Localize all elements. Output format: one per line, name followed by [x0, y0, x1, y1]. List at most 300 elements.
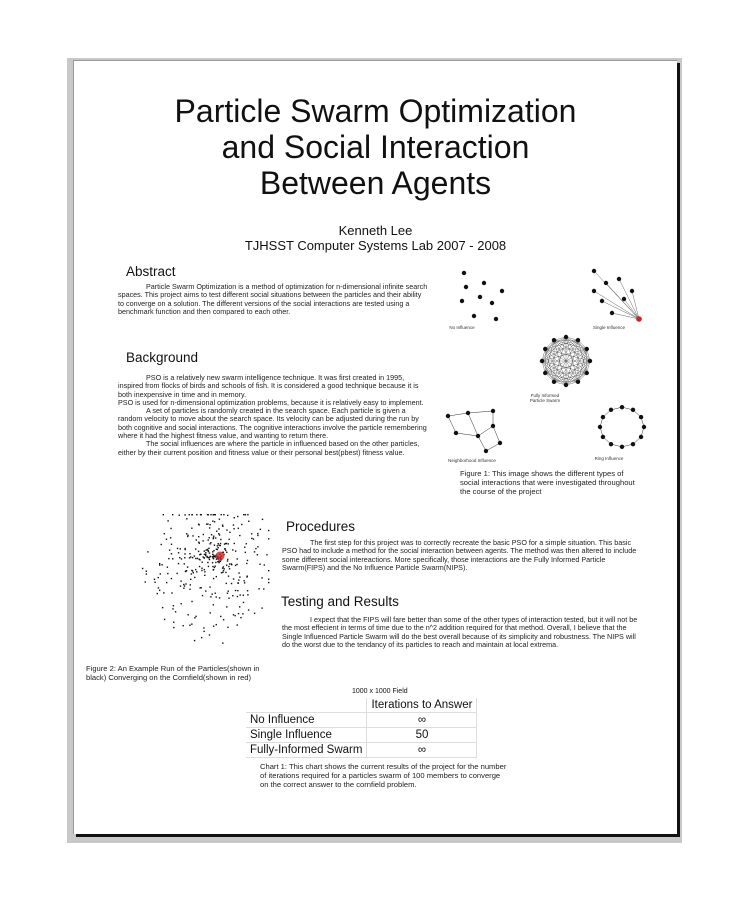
- influence-line: [632, 291, 639, 319]
- particle-dot: [235, 590, 236, 591]
- particle-dot: [157, 593, 158, 594]
- particle-dot: [158, 577, 159, 578]
- particle-dot: [146, 571, 147, 572]
- particle-dot: [213, 514, 214, 515]
- particle-dot: [243, 602, 244, 603]
- particle-dot: [220, 616, 221, 617]
- particle-dot: [189, 589, 190, 590]
- particle-dot: [204, 569, 205, 570]
- particle-dot: [184, 563, 185, 564]
- particle-dot: [217, 561, 218, 562]
- title-line-1: Particle Swarm Optimization: [174, 93, 577, 129]
- particle-dot: [622, 297, 626, 301]
- particle-dot: [200, 587, 201, 588]
- particle-dot: [173, 605, 174, 606]
- particle-dot: [208, 566, 209, 567]
- particle-dot: [191, 601, 192, 602]
- particle-dot: [229, 568, 230, 569]
- particle-dot: [180, 580, 181, 581]
- particle-dot: [172, 608, 173, 609]
- particle-dot: [188, 614, 189, 615]
- particle-dot: [202, 540, 203, 541]
- particle-dot: [169, 549, 170, 550]
- particle-dot: [173, 627, 174, 628]
- particle-dot: [164, 619, 165, 620]
- particle-dot: [194, 617, 195, 618]
- label-neighborhood: Neighborhood Influence: [448, 458, 496, 463]
- particle-dot: [211, 534, 212, 535]
- particle-dot: [213, 558, 214, 559]
- particle-dot: [238, 572, 239, 573]
- particle-dot: [161, 564, 162, 565]
- particle-dot: [168, 558, 169, 559]
- particle-dot: [160, 573, 161, 574]
- particle-dot: [491, 409, 495, 413]
- row-value: 50: [367, 728, 477, 743]
- particle-dot: [228, 590, 229, 591]
- particle-dot: [223, 619, 224, 620]
- particle-dot: [260, 529, 261, 530]
- particle-dot: [223, 514, 224, 515]
- testing-text: [282, 616, 644, 649]
- particle-dot: [203, 631, 204, 632]
- particle-dot: [185, 571, 186, 572]
- particle-dot: [216, 576, 217, 577]
- particle-dot: [227, 593, 228, 594]
- background-paragraph-3: A set of particles is randomly created in the search space. Each particle is given a random velocity to move about the search space. Its velocity can be adjusted during the run by both cognitive and social interactions. The cognitive interactions involve the particle remembering where it had the highest fitness value, and wanting to return there.: [118, 406, 427, 441]
- particle-dot: [620, 445, 624, 449]
- influence-line: [566, 349, 587, 385]
- influence-line: [493, 426, 500, 443]
- label-no-influence: No Influence: [449, 325, 475, 330]
- particle-dot: [154, 579, 155, 580]
- particle-dot: [601, 415, 605, 419]
- testing-heading: Testing and Results: [281, 594, 399, 609]
- particle-dot: [204, 550, 205, 551]
- influence-line: [468, 413, 478, 436]
- particle-dot: [189, 514, 190, 515]
- background-paragraph-1: PSO is a relatively new swarm intelligence technique. It was first created in 1995, inspired from flocks of birds and schools of fish. It is considered a good technique because it is both inexpensive in time and in memory.: [118, 373, 419, 399]
- particle-dot: [220, 539, 221, 540]
- particle-dot: [212, 566, 213, 567]
- particle-dot: [251, 533, 252, 534]
- particle-dot: [604, 281, 608, 285]
- best-particle-dot: [636, 316, 642, 322]
- particle-dot: [189, 557, 190, 558]
- particle-dot: [246, 543, 247, 544]
- particle-dot: [212, 556, 213, 557]
- particle-dot: [227, 559, 228, 560]
- particle-dot: [247, 575, 248, 576]
- particle-dot: [191, 514, 192, 515]
- influence-line: [468, 411, 493, 413]
- particle-dot: [268, 530, 269, 531]
- particle-dot: [264, 564, 265, 565]
- figure1-caption: Figure 1: This image shows the different types of social interactions that were investigated throughout the course of the project: [460, 469, 635, 496]
- particle-dot: [228, 598, 229, 599]
- particle-dot: [242, 613, 243, 614]
- particle-dot: [219, 597, 220, 598]
- particle-dot: [227, 627, 228, 628]
- particle-dot: [186, 533, 187, 534]
- particle-dot: [226, 543, 227, 544]
- particle-dot: [233, 614, 234, 615]
- particle-dot: [205, 550, 206, 551]
- particle-dot: [166, 539, 167, 540]
- particle-dot: [197, 558, 198, 559]
- particle-dot: [243, 580, 244, 581]
- particle-dot: [234, 615, 235, 616]
- particle-dot: [189, 625, 190, 626]
- particle-dot: [498, 441, 502, 445]
- particle-dot: [237, 590, 238, 591]
- particle-dot: [201, 568, 202, 569]
- particle-dot: [462, 271, 466, 275]
- table-row: [246, 743, 477, 758]
- influence-line: [478, 426, 493, 436]
- particle-dot: [235, 550, 236, 551]
- particle-dot: [207, 514, 208, 515]
- particle-dot: [239, 535, 240, 536]
- particle-dot: [228, 543, 229, 544]
- particle-dot: [213, 536, 214, 537]
- particle-dot: [204, 575, 205, 576]
- row-value: ∞: [367, 713, 477, 728]
- particle-dot: [500, 289, 504, 293]
- particle-dot: [195, 548, 196, 549]
- particle-dot: [237, 516, 238, 517]
- particle-dot: [226, 552, 227, 553]
- particle-dot: [639, 415, 643, 419]
- particle-dot: [207, 539, 208, 540]
- particle-dot: [617, 277, 621, 281]
- particle-dot: [254, 613, 255, 614]
- particle-dot: [251, 538, 252, 539]
- particle-dot: [173, 622, 174, 623]
- particle-dot: [213, 604, 214, 605]
- particle-dot: [180, 585, 181, 586]
- particle-dot: [588, 359, 592, 363]
- particle-dot: [198, 551, 199, 552]
- particle-dot: [209, 634, 210, 635]
- particle-dot: [218, 562, 219, 563]
- particle-dot: [217, 543, 218, 544]
- table-row: [246, 728, 477, 743]
- particle-dot: [229, 532, 230, 533]
- particle-dot: [226, 529, 227, 530]
- particle-dot: [192, 557, 193, 558]
- particle-dot: [198, 542, 199, 543]
- poster-page: [73, 60, 677, 834]
- poster-title: [74, 93, 677, 201]
- particle-dot: [214, 545, 215, 546]
- label-fully-informed: Fully Informed Particle Swarm: [529, 393, 561, 403]
- particle-dot: [268, 570, 269, 571]
- particle-dot: [254, 551, 255, 552]
- particle-dot: [245, 552, 246, 553]
- particle-dot: [172, 558, 173, 559]
- particle-dot: [609, 442, 613, 446]
- particle-dot: [222, 567, 223, 568]
- title-line-3: Between Agents: [259, 165, 492, 201]
- particle-dot: [198, 524, 199, 525]
- particle-dot: [162, 607, 163, 608]
- table-row: [246, 713, 477, 728]
- background-paragraph-2: PSO is used for n-dimensional optimization problems, because it is relatively easy to implement.: [118, 397, 424, 407]
- particle-dot: [253, 538, 254, 539]
- particle-dot: [222, 642, 223, 643]
- particle-dot: [592, 269, 596, 273]
- procedures-paragraph: The first step for this project was to correctly recreate the basic PSO for a simple situation. This basic PSO had to include a method for the social interaction between agents. The method was then altered to include some different social intereactions. More specifically, those interactions are the Fully Informed Particle Swarm(FIPS) and the No Influence Particle Swarm(NIPS).: [282, 538, 637, 572]
- particle-dot: [189, 553, 190, 554]
- author-block: [74, 223, 677, 253]
- author-affiliation: TJHSST Computer Systems Lab 2007 - 2008: [244, 238, 507, 253]
- particle-dot: [206, 556, 207, 557]
- particle-dot: [454, 431, 458, 435]
- particle-dot: [219, 534, 220, 535]
- particle-dot: [222, 572, 223, 573]
- influence-line: [486, 443, 500, 451]
- title-line-2: and Social Interaction: [221, 129, 530, 165]
- particle-dot: [193, 572, 194, 573]
- particle-dot: [201, 570, 202, 571]
- particle-dot: [166, 582, 167, 583]
- particle-dot: [232, 549, 233, 550]
- particle-dot: [231, 583, 232, 584]
- particle-dot: [609, 408, 613, 412]
- particle-dot: [167, 520, 168, 521]
- particle-dot: [179, 514, 180, 515]
- particle-dot: [248, 521, 249, 522]
- particle-dot: [187, 566, 188, 567]
- particle-dot: [180, 603, 181, 604]
- particle-dot: [191, 570, 192, 571]
- results-table: [246, 698, 477, 758]
- particle-dot: [247, 560, 248, 561]
- particle-dot: [592, 289, 596, 293]
- particle-dot: [210, 612, 211, 613]
- particle-dot: [228, 566, 229, 567]
- particle-dot: [196, 539, 197, 540]
- particle-dot: [482, 281, 486, 285]
- particle-dot: [255, 548, 256, 549]
- particle-dot: [257, 546, 258, 547]
- particle-dot: [217, 545, 218, 546]
- particle-dot: [201, 637, 202, 638]
- particle-dot: [226, 564, 227, 565]
- particle-dot: [217, 549, 218, 550]
- particle-dot: [239, 594, 240, 595]
- particle-dot: [237, 624, 238, 625]
- particle-dot: [229, 539, 230, 540]
- particle-dot: [231, 564, 232, 565]
- particle-dot: [216, 531, 217, 532]
- particle-dot: [209, 586, 210, 587]
- particle-dot: [268, 538, 269, 539]
- particle-dot: [630, 289, 634, 293]
- particle-dot: [585, 371, 589, 375]
- particle-dot: [170, 528, 171, 529]
- row-label: Fully-Informed Swarm: [246, 743, 367, 758]
- particle-dot: [235, 565, 236, 566]
- particle-dot: [183, 584, 184, 585]
- particle-dot: [184, 585, 185, 586]
- particle-dot: [212, 562, 213, 563]
- particle-dot: [257, 535, 258, 536]
- table-header-empty: [246, 698, 367, 713]
- particle-dot: [233, 524, 234, 525]
- particle-dot: [262, 519, 263, 520]
- particle-dot: [207, 549, 208, 550]
- particle-dot: [564, 335, 568, 339]
- particle-dot: [202, 595, 203, 596]
- particle-dot: [263, 588, 264, 589]
- particle-dot: [179, 557, 180, 558]
- particle-dot: [191, 528, 192, 529]
- particle-dot: [257, 554, 258, 555]
- particle-dot: [238, 528, 239, 529]
- particle-dot: [207, 523, 208, 524]
- particle-dot: [478, 295, 482, 299]
- particle-dot: [195, 558, 196, 559]
- particle-dot: [261, 577, 262, 578]
- particle-dot: [184, 557, 185, 558]
- particle-dot: [178, 563, 179, 564]
- particle-dot: [464, 285, 468, 289]
- particle-dot: [184, 548, 185, 549]
- particle-dot: [192, 535, 193, 536]
- figure2-particle-plot: [120, 514, 270, 654]
- particle-dot: [225, 550, 226, 551]
- particle-dot: [216, 624, 217, 625]
- particle-dot: [186, 518, 187, 519]
- particle-dot: [208, 548, 209, 549]
- particle-dot: [210, 556, 211, 557]
- particle-dot: [199, 566, 200, 567]
- particle-dot: [204, 571, 205, 572]
- particle-dot: [233, 528, 234, 529]
- row-value: ∞: [367, 743, 477, 758]
- particle-dot: [229, 563, 230, 564]
- particle-dot: [601, 435, 605, 439]
- figure2-caption: Figure 2: An Example Run of the Particles(shown in black) Converging on the Cornfield(shown in red): [86, 664, 260, 682]
- procedures-text: [282, 539, 644, 572]
- particle-dot: [223, 570, 224, 571]
- particle-dot: [194, 555, 195, 556]
- particle-dot: [198, 536, 199, 537]
- particle-dot: [642, 425, 646, 429]
- particle-dot: [213, 550, 214, 551]
- particle-dot: [167, 566, 168, 567]
- particle-dot: [202, 561, 203, 562]
- label-ring: Ring Influence: [594, 456, 624, 461]
- particle-dot: [248, 609, 249, 610]
- particle-dot: [228, 575, 229, 576]
- particle-dot: [206, 523, 207, 524]
- particle-dot: [203, 534, 204, 535]
- abstract-paragraph: Particle Swarm Optimization is a method of optimization for n-dimensional infinite search spaces. This project aims to test different social situations between the particles and their ability to converge on a solution. The different versions of the social interactions are tested using a benchmark function and then compared to each other.: [118, 282, 428, 316]
- abstract-text: [118, 283, 428, 316]
- influence-line: [478, 436, 486, 451]
- table-header-iterations: Iterations to Answer: [367, 698, 477, 713]
- particle-dot: [167, 573, 168, 574]
- particle-dot: [175, 611, 176, 612]
- particle-dot: [246, 563, 247, 564]
- particle-dot: [240, 617, 241, 618]
- table-title: 1000 x 1000 Field: [352, 688, 408, 695]
- particle-dot: [208, 551, 209, 552]
- particle-dot: [472, 314, 476, 318]
- testing-paragraph: I expect that the FIPS will fare better than some of the other types of interaction tested, but it will not be the most effecient in terms of time due to the n^2 addition required for that method. Overall, I believe that the Single Influenced Particle Swarm will do the best overall because of its simplicity and robustness. The NIPS will do the worst due to the tendancy of its particles to reach and maintain at local extrema.: [282, 615, 638, 649]
- particle-dot: [215, 537, 216, 538]
- particle-dot: [243, 514, 244, 515]
- particle-dot: [220, 545, 221, 546]
- particle-dot: [205, 590, 206, 591]
- particle-dot: [209, 524, 210, 525]
- particle-dot: [490, 301, 494, 305]
- particle-dot: [191, 623, 192, 624]
- particle-dot: [268, 579, 269, 580]
- particle-dot: [491, 424, 495, 428]
- particle-dot: [244, 582, 245, 583]
- particle-dot: [237, 558, 238, 559]
- particle-dot: [191, 573, 192, 574]
- particle-dot: [171, 544, 172, 545]
- particle-dot: [236, 564, 237, 565]
- particle-dot: [245, 514, 246, 515]
- particle-dot: [195, 569, 196, 570]
- influence-line: [456, 433, 478, 436]
- particle-dot: [209, 559, 210, 560]
- particle-dot: [172, 514, 173, 515]
- particle-dot: [182, 625, 183, 626]
- particle-dot: [215, 562, 216, 563]
- particle-dot: [218, 528, 219, 529]
- particle-dot: [446, 414, 450, 418]
- particle-dot: [552, 380, 556, 384]
- particle-dot: [187, 535, 188, 536]
- particle-dot: [218, 533, 219, 534]
- particle-dot: [203, 627, 204, 628]
- particle-dot: [600, 299, 604, 303]
- particle-dot: [196, 514, 197, 515]
- influence-line: [448, 416, 456, 433]
- particle-dot: [194, 577, 195, 578]
- particle-dot: [200, 554, 201, 555]
- particle-dot: [207, 562, 208, 563]
- particle-dot: [159, 590, 160, 591]
- particle-dot: [190, 579, 191, 580]
- particle-dot: [215, 593, 216, 594]
- influence-line: [602, 301, 639, 319]
- particle-dot: [159, 564, 160, 565]
- particle-dot: [211, 593, 212, 594]
- particle-dot: [146, 573, 147, 574]
- particle-dot: [171, 592, 172, 593]
- row-label: No Influence: [246, 713, 367, 728]
- influence-line: [542, 340, 578, 361]
- particle-dot: [460, 299, 464, 303]
- particle-dot: [201, 514, 202, 515]
- particle-dot: [224, 548, 225, 549]
- particle-dot: [195, 616, 196, 617]
- particle-dot: [543, 371, 547, 375]
- particle-dot: [268, 582, 269, 583]
- particle-dot: [215, 566, 216, 567]
- row-label: Single Influence: [246, 728, 367, 743]
- particle-dot: [237, 582, 238, 583]
- particle-dot: [181, 558, 182, 559]
